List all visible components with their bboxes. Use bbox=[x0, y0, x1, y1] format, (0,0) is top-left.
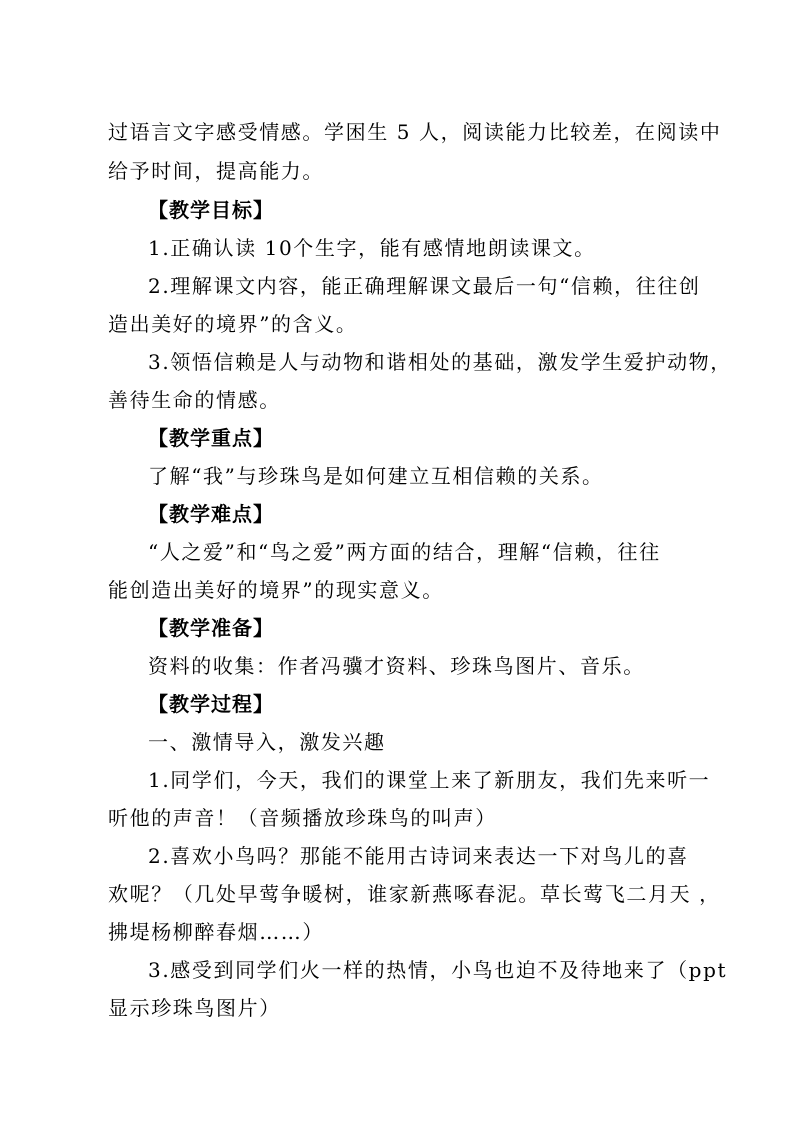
process-section-1: 一、激情导入，激发兴趣 bbox=[148, 730, 386, 754]
goal-1: 1.正确认读 10个生字，能有感情地朗读课文。 bbox=[148, 236, 596, 260]
preparation-heading: 【教学准备】 bbox=[148, 616, 274, 640]
step-1-line-1: 1.同学们，今天，我们的课堂上来了新朋友，我们先来听一 bbox=[148, 768, 711, 792]
goals-heading: 【教学目标】 bbox=[148, 198, 274, 222]
difficulties-line-1: “人之爱”和“鸟之爱”两方面的结合，理解“信赖，往往 bbox=[148, 540, 661, 564]
step-2-line-2: 欢呢？（几处早莺争暖树，谁家新燕啄春泥。草长莺飞二月天 ， bbox=[108, 882, 721, 906]
process-heading: 【教学过程】 bbox=[148, 692, 274, 716]
goal-3-line-2: 善待生命的情感。 bbox=[108, 388, 281, 412]
step-1-line-2: 听他的声音！（音频播放珍珠鸟的叫声） bbox=[108, 806, 497, 830]
goal-3-line-1: 3.领悟信赖是人与动物和谐相处的基础，激发学生爱护动物， bbox=[148, 350, 732, 374]
key-points-text: 了解“我”与珍珠鸟是如何建立互相信赖的关系。 bbox=[148, 464, 604, 488]
intro-line-2: 给予时间，提高能力。 bbox=[108, 159, 324, 183]
step-3-line-2: 显示珍珠鸟图片） bbox=[108, 996, 281, 1020]
goal-2-line-2: 造出美好的境界”的含义。 bbox=[108, 312, 358, 336]
difficulties-heading: 【教学难点】 bbox=[148, 502, 274, 526]
step-3-line-1: 3.感受到同学们火一样的热情，小鸟也迫不及待地来了（ppt bbox=[148, 958, 728, 982]
goal-2-line-1: 2.理解课文内容，能正确理解课文最后一句“信赖，往往创 bbox=[148, 274, 701, 298]
preparation-text: 资料的收集：作者冯骥才资料、珍珠鸟图片、音乐。 bbox=[148, 654, 645, 678]
intro-line-1: 过语言文字感受情感。学困生 5 人，阅读能力比较差，在阅读中 bbox=[108, 120, 722, 144]
step-2-line-1: 2.喜欢小鸟吗？那能不能用古诗词来表达一下对鸟儿的喜 bbox=[148, 844, 689, 868]
key-points-heading: 【教学重点】 bbox=[148, 426, 274, 450]
difficulties-line-2: 能创造出美好的境界”的现实意义。 bbox=[108, 578, 444, 602]
step-2-line-3: 拂堤杨柳醉春烟……） bbox=[108, 920, 324, 944]
